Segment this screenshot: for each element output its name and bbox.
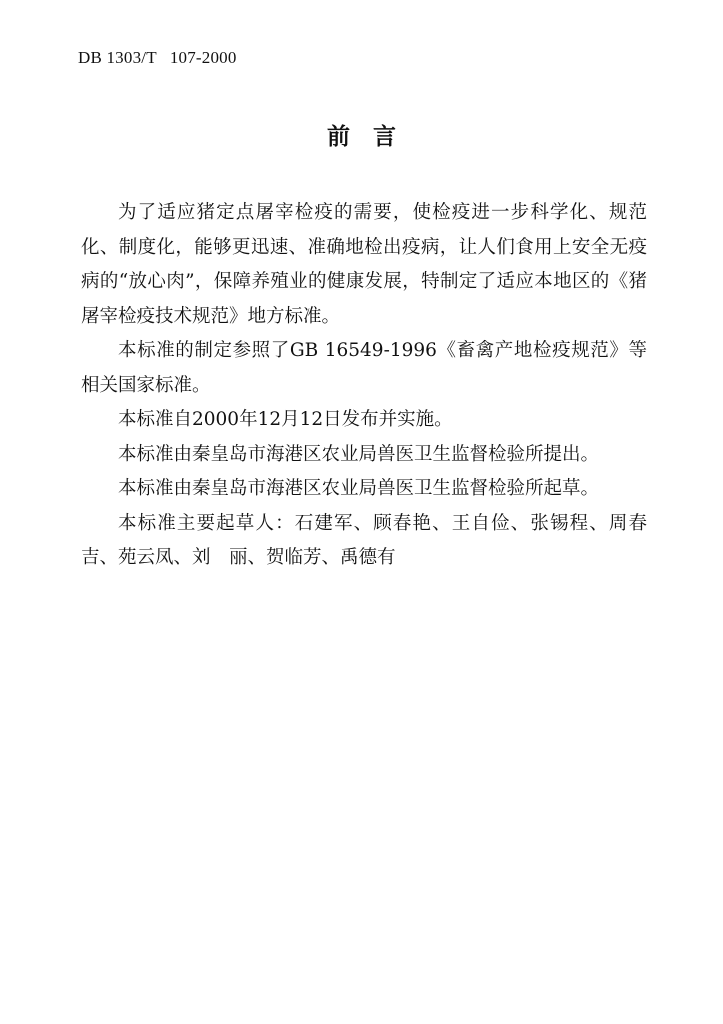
paragraph-reference: 本标准的制定参照了GB 16549-1996《畜禽产地检疫规范》等相关国家标准。 [81,340,647,396]
foreword-body [81,196,647,576]
paragraph-authors: 本标准主要起草人：石建军、顾春艳、王自俭、张锡程、周春吉、苑云凤、刘 丽、贺临芳、禹德有 [81,512,647,568]
paragraph-effective-date: 本标准自2000年12月12日发布并实施。 [118,409,453,430]
paragraph-proposer: 本标准由秦皇岛市海港区农业局兽医卫生监督检验所提出。 [118,443,600,465]
page-title: 前 言 [327,124,396,150]
paragraph-purpose: 为了适应猪定点屠宰检疫的需要，使检疫进一步科学化、规范化、制度化，能够更迅速、准确地检出疫病，让人们食用上安全无疫病的“放心肉”，保障养殖业的健康发展，特制定了适应本地区的《猪屠宰检疫技术规范》地方标准。 [81,202,647,327]
document-code: DB 1303/T 107-2000 [78,48,237,67]
paragraph-drafter: 本标准由秦皇岛市海港区农业局兽医卫生监督检验所起草。 [118,478,600,499]
